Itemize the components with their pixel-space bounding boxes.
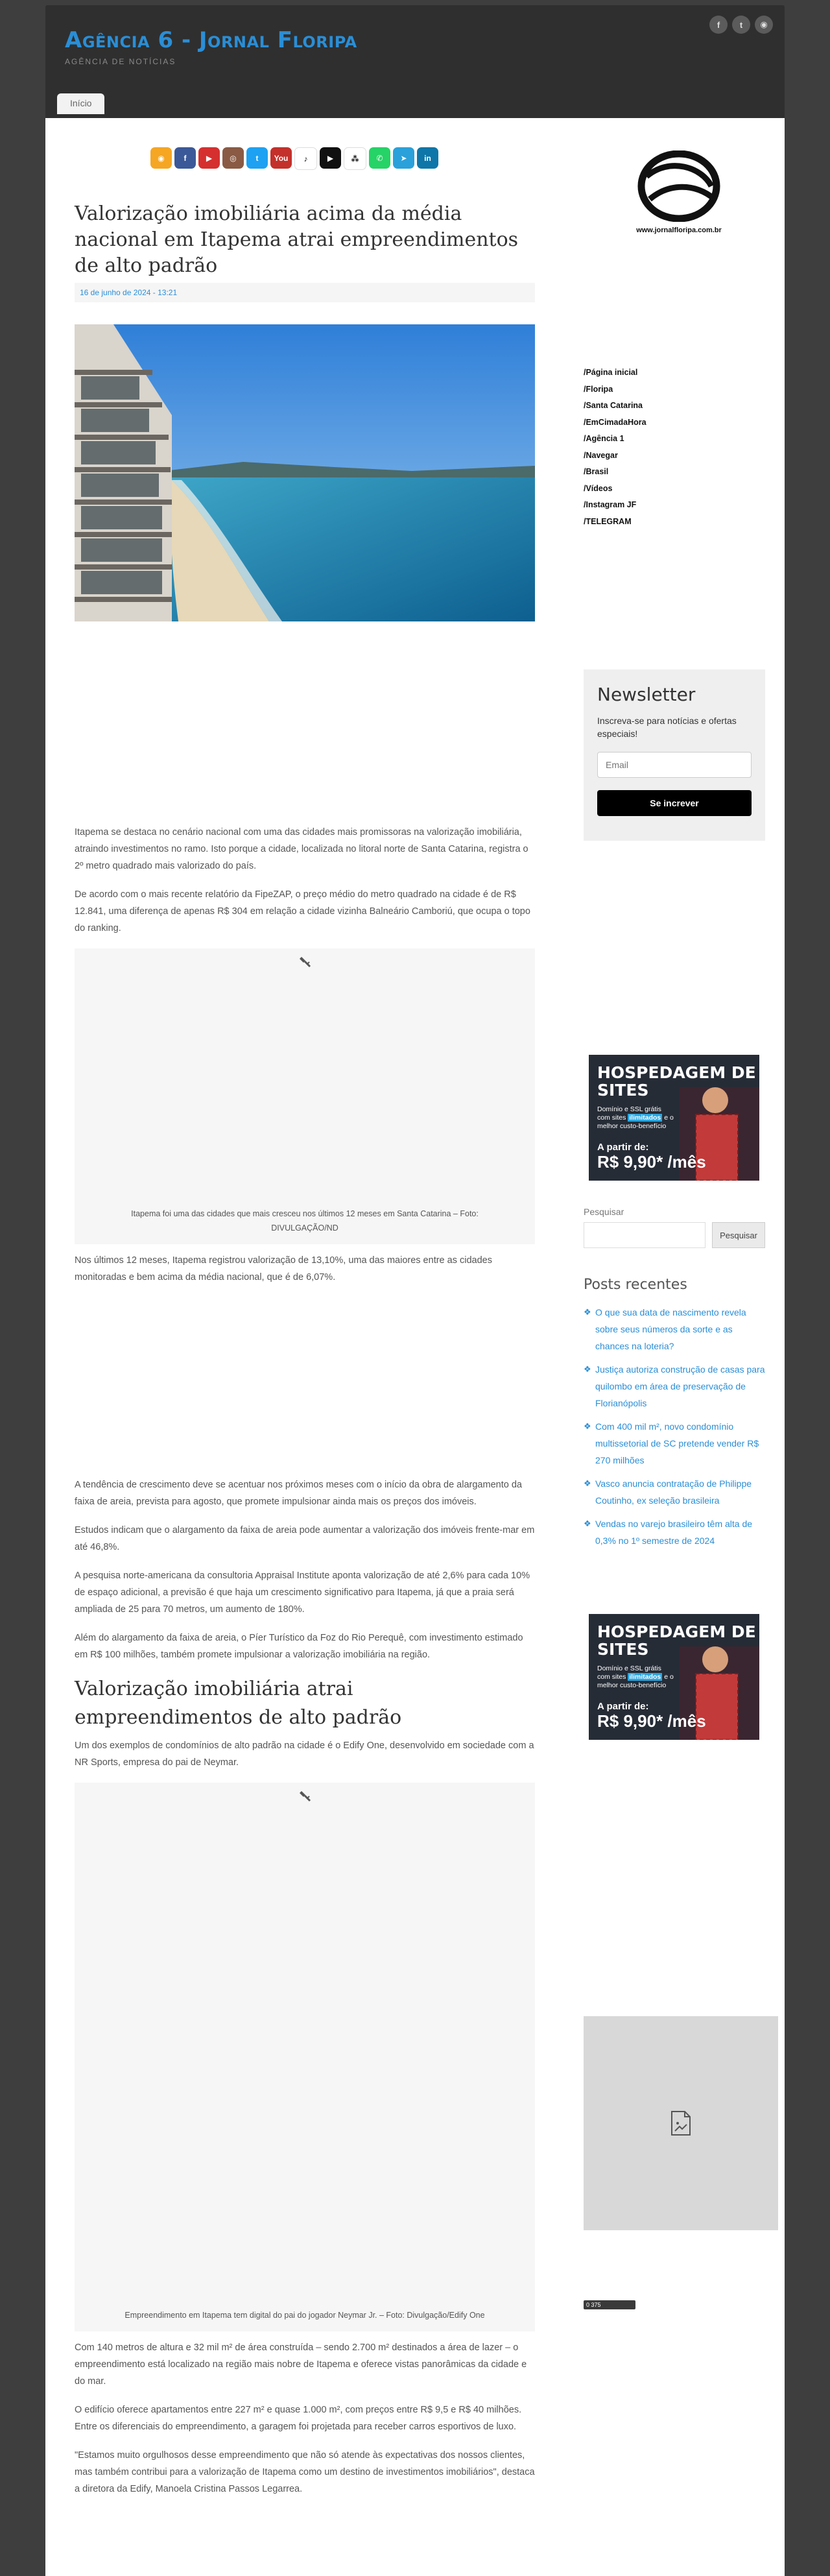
bullet-icon: ❖ (584, 1364, 591, 1374)
recent-post-item[interactable] (584, 1475, 765, 1509)
ad-price-label: A partir de: (597, 1701, 649, 1712)
sidebar-menu-item[interactable]: /TELEGRAM (584, 516, 632, 526)
header-social-icons (709, 16, 773, 34)
recent-post-item[interactable] (584, 1361, 765, 1412)
broken-image-icon (669, 2110, 693, 2136)
search-label: Pesquisar (584, 1207, 624, 1217)
bullet-icon: ❖ (584, 1421, 591, 1431)
recent-post-link[interactable]: Vendas no varejo brasileiro têm alta de 0,3% no 1º semestre de 2024 (595, 1519, 753, 1546)
recent-post-link[interactable]: Vasco anuncia contratação de Philippe Coutinho, ex seleção brasileira (595, 1478, 752, 1506)
share-icons-row (150, 147, 438, 170)
rss-icon[interactable]: ◉ (150, 147, 172, 169)
newsletter-title: Newsletter (597, 684, 696, 705)
paragraph: Nos últimos 12 meses, Itapema registrou valorização de 13,10%, uma das maiores entre as cidades monitoradas e bem acima da média nacional, que é de 6,07%. (75, 1255, 492, 1282)
article-date[interactable]: 16 de junho de 2024 - 13:21 (75, 283, 535, 302)
article (75, 201, 535, 2509)
sidebar-menu-item[interactable]: /Instagram JF (584, 500, 637, 509)
ad-subline: Domínio e SSL grátis com sites ilimitados e o melhor custo-benefício (597, 1105, 674, 1130)
search-input[interactable] (584, 1222, 706, 1248)
paragraph: Com 140 metros de altura e 32 mil m² de área construída – sendo 2.700 m² destinados a área de lazer – o empreendimento está localizado na região mais nobre de Itapema e oferece vistas panorâmicas da cidade e do mar. (75, 2342, 527, 2387)
sidebar-menu (584, 365, 646, 530)
twitter-icon[interactable]: t (246, 147, 268, 169)
ad-price: R$ 9,90* /mês (597, 1152, 706, 1172)
article-subtitle: Valorização imobiliária atrai empreendimentos de alto padrão (75, 1678, 402, 1729)
paragraph: Estudos indicam que o alargamento da faixa de areia pode aumentar a valorização dos imóveis frente-mar em até 46,8%. (75, 1525, 535, 1552)
telegram-icon[interactable]: ➤ (393, 147, 414, 169)
tab-home[interactable]: Início (57, 93, 104, 114)
ad-headline: HOSPEDAGEM DE SITES (597, 1063, 756, 1100)
paragraph: A tendência de crescimento deve se acentuar nos próximos meses com o início da obra de alargamento da faixa de areia, prevista para agosto, que promete impulsionar ainda mais os preços dos imóveis. (75, 1480, 522, 1507)
ad-placeholder[interactable] (584, 2016, 778, 2230)
paragraph: Além do alargamento da faixa de areia, o Píer Turístico da Foz do Rio Perequê, com investimento estimado em R$ 100 milhões, também promete impulsionar a valorização imobiliária na região. (75, 1633, 523, 1660)
site-title[interactable]: Agência 6 - Jornal Floripa (65, 27, 357, 53)
community-icon[interactable]: ⁂ (344, 147, 366, 170)
recent-post-item[interactable] (584, 1304, 765, 1354)
visitor-counter-badge[interactable]: 0 375 (584, 2300, 635, 2309)
newsletter-description: Inscreva-se para notícias e ofertas especiais! (597, 716, 737, 739)
ad-headline: HOSPEDAGEM DE SITES (597, 1622, 756, 1659)
recent-post-link[interactable]: Justiça autoriza construção de casas para quilombo em área de preservação de Florianópolis (595, 1364, 765, 1408)
sidebar-menu-item[interactable]: /Navegar (584, 450, 618, 460)
sidebar-menu-item[interactable]: /Brasil (584, 467, 609, 476)
bullet-icon: ❖ (584, 1307, 591, 1317)
sidebar-menu-item[interactable]: /Santa Catarina (584, 401, 643, 410)
recent-post-item[interactable] (584, 1418, 765, 1469)
ad-banner-hosting[interactable] (589, 1055, 759, 1181)
newsletter-widget (584, 669, 765, 841)
page-wrapper (45, 5, 785, 2576)
ad-subline: Domínio e SSL grátis com sites ilimitados e o melhor custo-benefício (597, 1665, 674, 1689)
ad-price-label: A partir de: (597, 1142, 649, 1153)
bullet-icon: ❖ (584, 1519, 591, 1528)
figure-image-2 (75, 1783, 535, 2331)
paragraph: O edifício oferece apartamentos entre 227 m² e quase 1.000 m², com preços entre R$ 9,5 e R$ 40 milhões. Entre os diferenciais do empreendimento, a garagem foi projetada para receber carros esportivos de luxo. (75, 2405, 522, 2432)
bullet-icon: ❖ (584, 1478, 591, 1488)
site-header (45, 5, 785, 118)
recent-post-link[interactable]: O que sua data de nascimento revela sobre seus números da sorte e as chances na loteria? (595, 1307, 746, 1351)
site-logo[interactable] (630, 150, 728, 235)
image-loading-icon (298, 955, 312, 969)
recent-posts-list (584, 1304, 765, 1556)
youtube-icon[interactable]: ▶ (198, 147, 220, 169)
tiktok-icon[interactable]: ♪ (294, 147, 317, 170)
paragraph: Itapema se destaca no cenário nacional com uma das cidades mais promissoras na valorização imobiliária, atraindo investimentos no ramo. Isto porque a cidade, localizada no litoral norte de Santa Catarina, registra o 2º metro quadrado mais valorizado do país. (75, 827, 528, 871)
linkedin-icon[interactable]: in (417, 147, 438, 169)
paragraph: De acordo com o mais recente relatório da FipeZAP, o preço médio do metro quadrado na cidade é de R$ 12.841, uma diferença de apenas R$ 304 em relação a cidade vizinha Balneário Camboriú, que ocupa o topo do ranking. (75, 889, 530, 933)
ad-banner-hosting-2[interactable] (589, 1614, 759, 1740)
newsletter-email-input[interactable] (597, 752, 752, 778)
recent-post-link[interactable]: Com 400 mil m², novo condomínio multissetorial de SC pretende vender R$ 270 milhões (595, 1421, 759, 1465)
recent-post-item[interactable] (584, 1515, 765, 1549)
newsletter-subscribe-button[interactable]: Se increver (597, 790, 752, 816)
figure-image-1 (75, 948, 535, 1244)
rss-icon[interactable]: ◉ (755, 16, 773, 34)
ad-price: R$ 9,90* /mês (597, 1711, 706, 1731)
page-content (45, 118, 785, 2576)
whatsapp-icon[interactable]: ✆ (369, 147, 390, 169)
sidebar-menu-item[interactable]: /Floripa (584, 384, 613, 394)
image-loading-icon (298, 1789, 312, 1803)
paragraph: Um dos exemplos de condomínios de alto padrão na cidade é o Edify One, desenvolvido em sociedade com a NR Sports, empresa do pai de Neymar. (75, 1740, 534, 1768)
facebook-icon[interactable]: f (709, 16, 728, 34)
sidebar-menu-item[interactable]: /Agência 1 (584, 434, 624, 443)
figure-caption: Empreendimento em Itapema tem digital do pai do jogador Neymar Jr. – Foto: Divulgação/Edify One (124, 2311, 485, 2320)
logo-text: www.jornalfloripa.com.br (636, 226, 722, 234)
paragraph: "Estamos muito orgulhosos desse empreendimento que não só atende às expectativas dos nossos clientes, mas também contribui para a valorização de Itapema como um destino de investimentos imobiliários", destaca a diretora da Edify, Manoela Cristina Passos Legarrea. (75, 2450, 535, 2494)
recent-posts-title: Posts recentes (584, 1277, 687, 1293)
search-button[interactable]: Pesquisar (712, 1222, 765, 1248)
sidebar-menu-item[interactable]: /Página inicial (584, 368, 638, 377)
figure-caption: Itapema foi uma das cidades que mais cresceu nos últimos 12 meses em Santa Catarina – Foto: DIVULGAÇÃO/ND (131, 1209, 479, 1233)
site-tagline: AGÊNCIA DE NOTÍCIAS (65, 57, 176, 66)
facebook-icon[interactable]: f (174, 147, 196, 169)
youtube-icon-2[interactable]: You (270, 147, 292, 169)
sidebar-menu-item[interactable]: /Vídeos (584, 483, 613, 493)
article-title: Valorização imobiliária acima da média nacional em Itapema atrai empreendimentos de alto padrão (75, 202, 519, 277)
video-icon[interactable]: ▶ (320, 147, 341, 169)
instagram-icon[interactable]: ◎ (222, 147, 244, 169)
hero-image (75, 324, 535, 621)
twitter-icon[interactable]: t (732, 16, 750, 34)
paragraph: A pesquisa norte-americana da consultoria Appraisal Institute aponta valorização de até 2,6% para cada 10% de espaço adicional, a previsão é que haja um crescimento significativo para Itapema, já que a praia será ampliada de 25 para 70 metros, um aumento de 180%. (75, 1571, 530, 1615)
sidebar-menu-item[interactable]: /EmCimadaHora (584, 417, 646, 427)
